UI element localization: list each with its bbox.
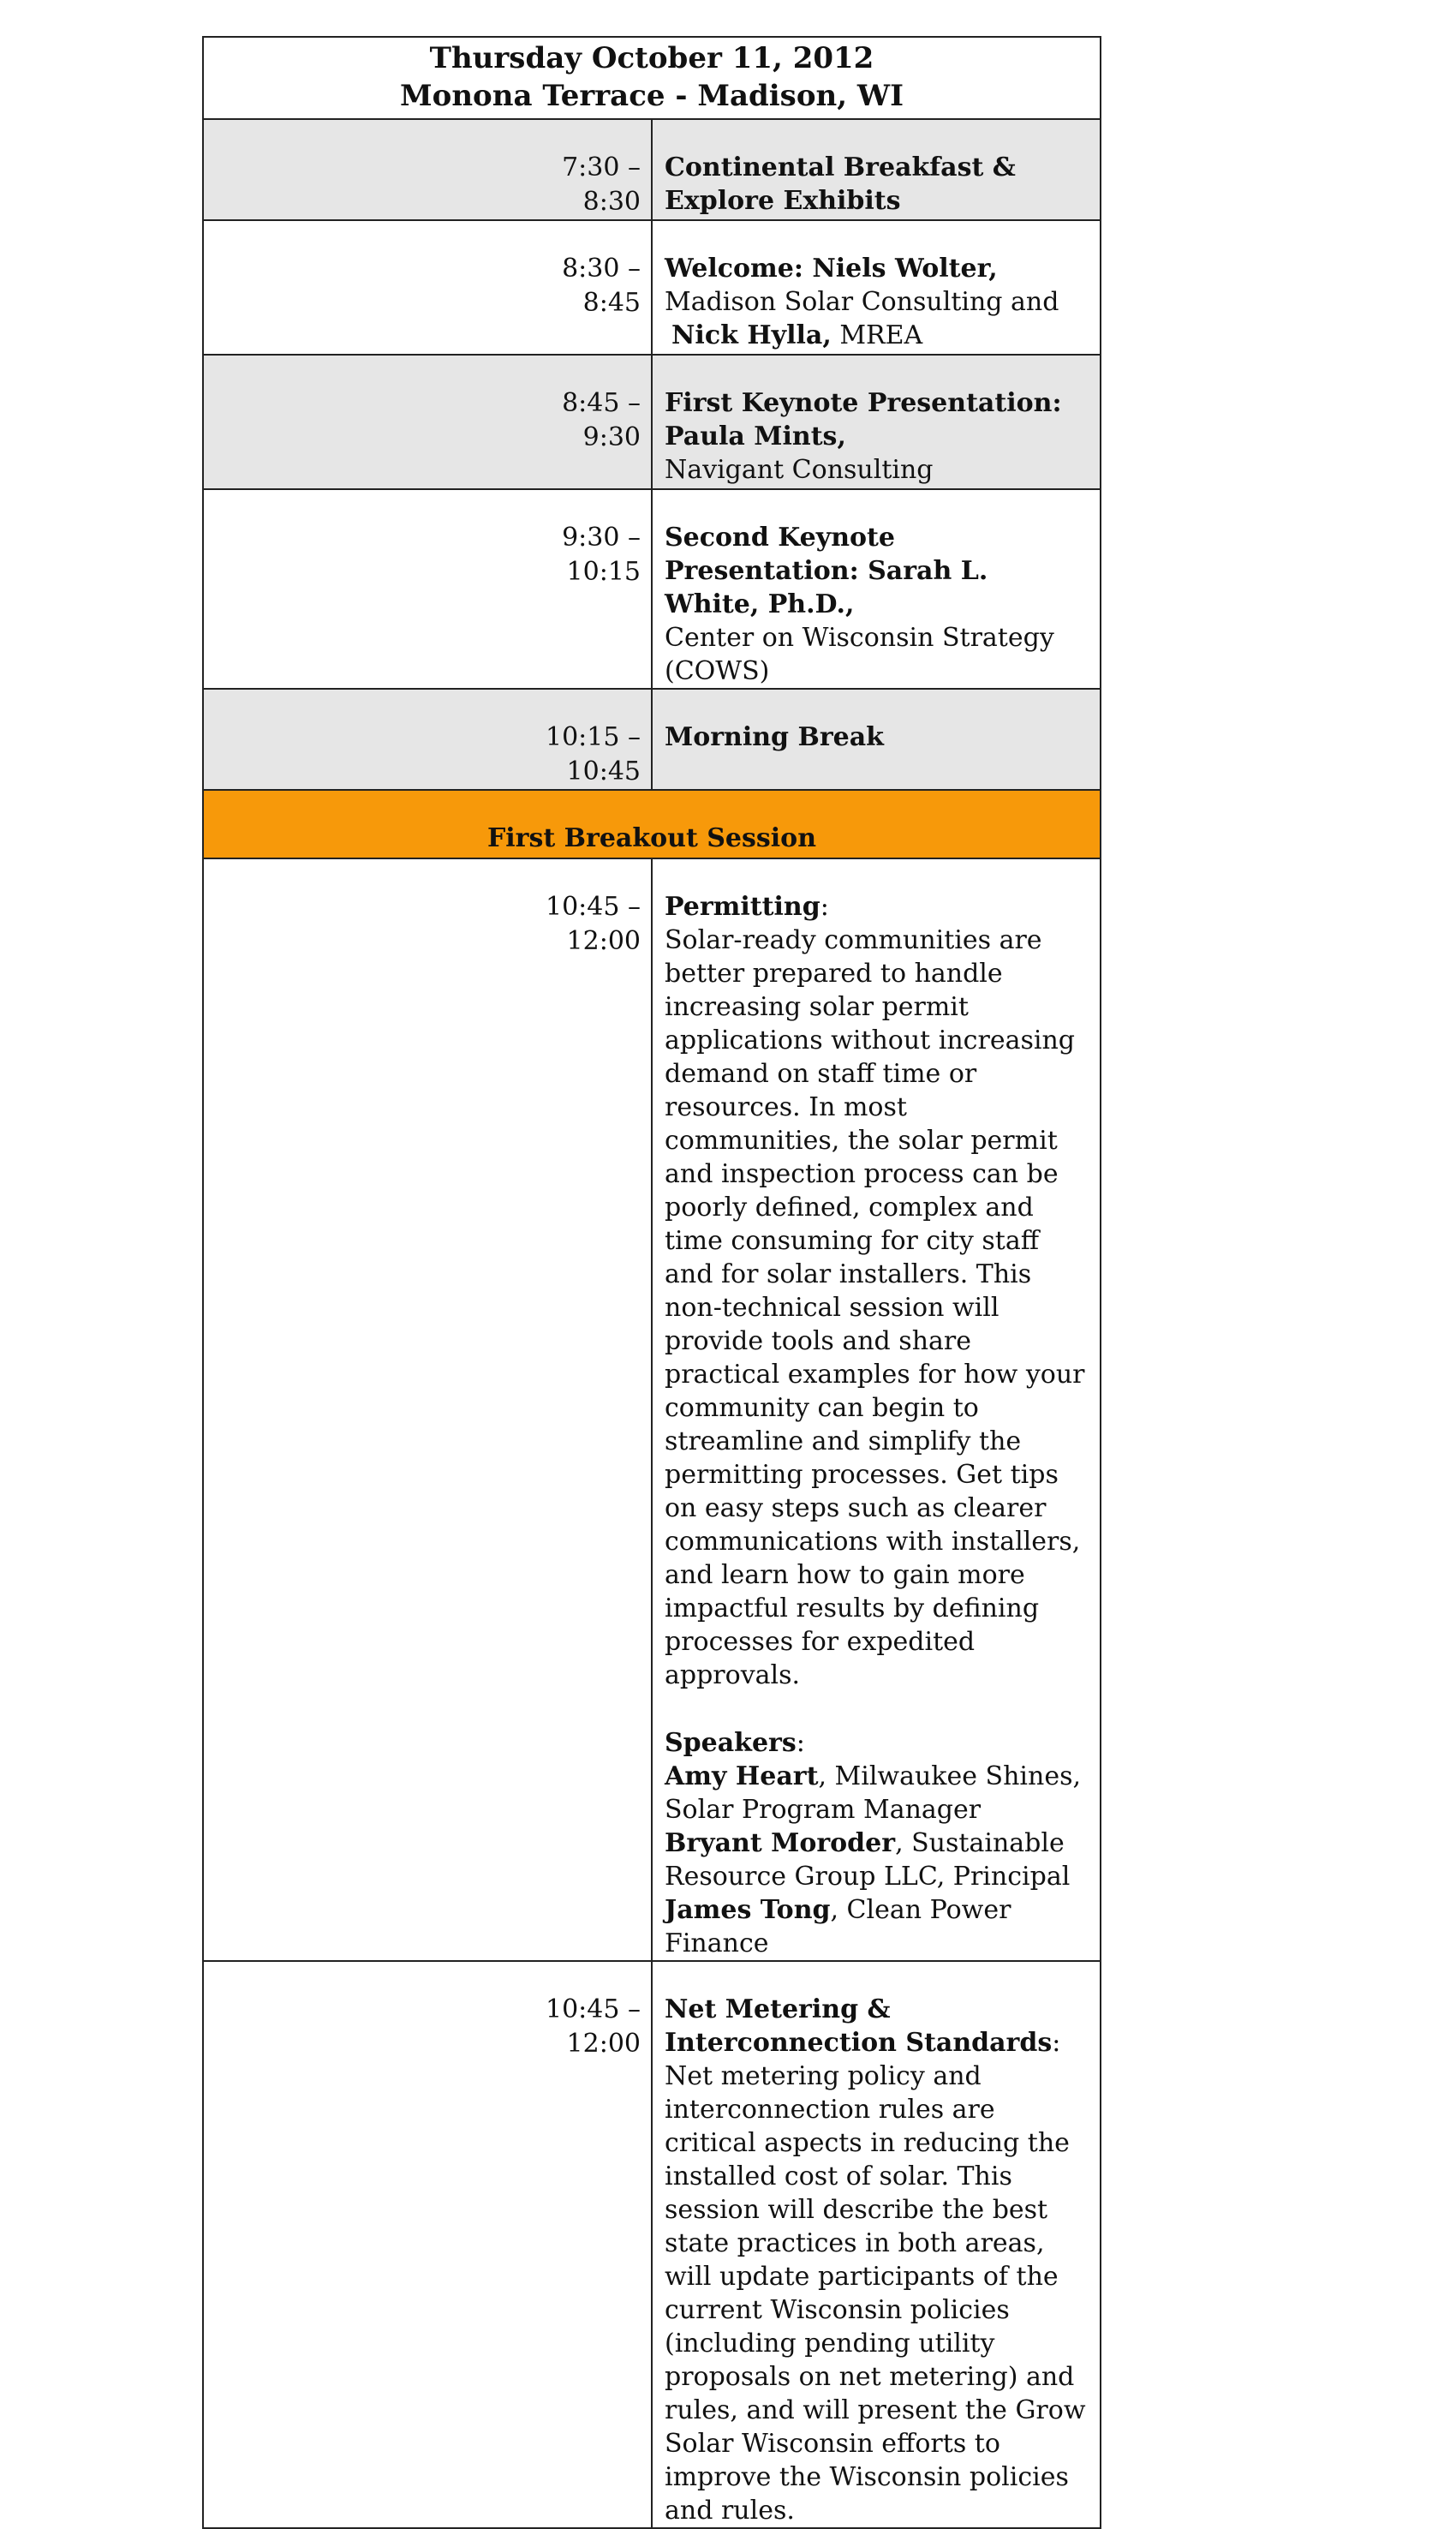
content-cell [652,119,1101,220]
welcome-affiliation-2: MREA [831,320,923,350]
agenda-date: Thursday October 11, 2012 [429,41,874,75]
time-start: 10:15 – [546,722,641,752]
agenda-row-keynote-1 [203,355,1101,489]
speaker-affiliation: , Clean Power Finance [665,1895,1011,1958]
session-description: Solar-ready communities are better prepared to handle increasing solar permit applications without increasing demand on staff time or resources. In most communities, the solar permit and inspection process can be poorly defined, complex and time consuming for city staff and for solar installers. This non-technical session will provide tools and share practical examples for how your community can begin to streamline and simplify the permitting processes. Get tips on easy steps such as clearer communications with installers, and learn how to gain more impactful results by defining processes for expedited approvals. [665,925,1085,1690]
time-end: 8:45 [582,288,641,318]
speaker-name: Amy Heart [665,1761,819,1791]
session-detail: Center on Wisconsin Strategy (COWS) [665,623,1054,686]
time-cell [203,689,652,790]
time-start: 7:30 – [562,152,641,182]
content-cell [652,689,1101,790]
time-end: 10:45 [566,756,641,786]
time-cell [203,355,652,489]
session-description: Net metering policy and interconnection rules are critical aspects in reducing the installed cost of solar. This session will describe the best state practices in both areas, will update participants of the current Wisconsin policies (including pending utility proposals on net metering) and rules, and will present the Grow Solar Wisconsin efforts to improve the Wisconsin policies and rules. [665,2061,1086,2526]
agenda-row-keynote-2 [203,489,1101,689]
time-cell [203,489,652,689]
content-cell [652,858,1101,1961]
breakout-banner-cell [203,790,1101,858]
time-start: 8:45 – [562,388,641,418]
session-title: First Keynote Presentation: Paula Mints, [665,388,1062,451]
speaker-affiliation: , Sustainable Resource Group LLC, Principal [665,1828,1071,1892]
time-end: 9:30 [582,422,641,452]
session-title: Second Keynote Presentation: Sarah L. White, Ph.D., [665,523,988,619]
time-end: 12:00 [566,2029,641,2059]
speaker-entry [665,1826,1088,1893]
speaker-affiliation: , Milwaukee Shines, Solar Program Manager [665,1761,1081,1825]
speaker-entry [665,1893,1088,1960]
time-start: 10:45 – [546,892,641,922]
speakers-heading: Speakers [665,1728,797,1758]
time-cell [203,1961,652,2528]
time-end: 10:15 [566,557,641,587]
time-end: 8:30 [582,187,641,217]
speaker-name: James Tong [665,1895,831,1925]
agenda-row-welcome [203,220,1101,355]
time-cell [203,119,652,220]
agenda-row-permitting [203,858,1101,1961]
speakers-colon: : [796,1728,805,1758]
welcome-speaker-2: Nick Hylla, [671,320,832,350]
time-start: 8:30 – [562,254,641,284]
agenda-venue: Monona Terrace - Madison, WI [400,79,904,113]
speaker-entry [665,1760,1088,1826]
session-title: Net Metering & Interconnection Standards [665,1994,1053,2058]
session-title: Continental Breakfast & Explore Exhibits [665,152,1016,216]
breakout-title: First Breakout Session [486,823,817,853]
agenda-row-break [203,689,1101,790]
agenda-row-net-metering [203,1961,1101,2528]
breakout-banner [203,790,1101,858]
title-colon: : [820,892,829,922]
welcome-speaker-1: Welcome: Niels Wolter, [665,254,998,284]
title-colon: : [1052,2028,1061,2058]
speaker-name: Bryant Moroder [665,1828,896,1858]
time-cell [203,220,652,355]
time-cell [203,858,652,1961]
content-cell [652,220,1101,355]
agenda-header-cell [203,37,1101,119]
welcome-affiliation-1: Madison Solar Consulting and [665,287,1059,317]
content-cell [652,489,1101,689]
agenda-row-breakfast [203,119,1101,220]
time-start: 9:30 – [562,523,641,553]
agenda-header [203,37,1101,119]
session-title: Permitting [665,892,820,922]
agenda-table [202,36,1101,2529]
content-cell [652,355,1101,489]
session-title: Morning Break [665,722,884,752]
content-cell [652,1961,1101,2528]
time-end: 12:00 [566,926,641,956]
session-detail: Navigant Consulting [665,455,934,485]
time-start: 10:45 – [546,1994,641,2024]
